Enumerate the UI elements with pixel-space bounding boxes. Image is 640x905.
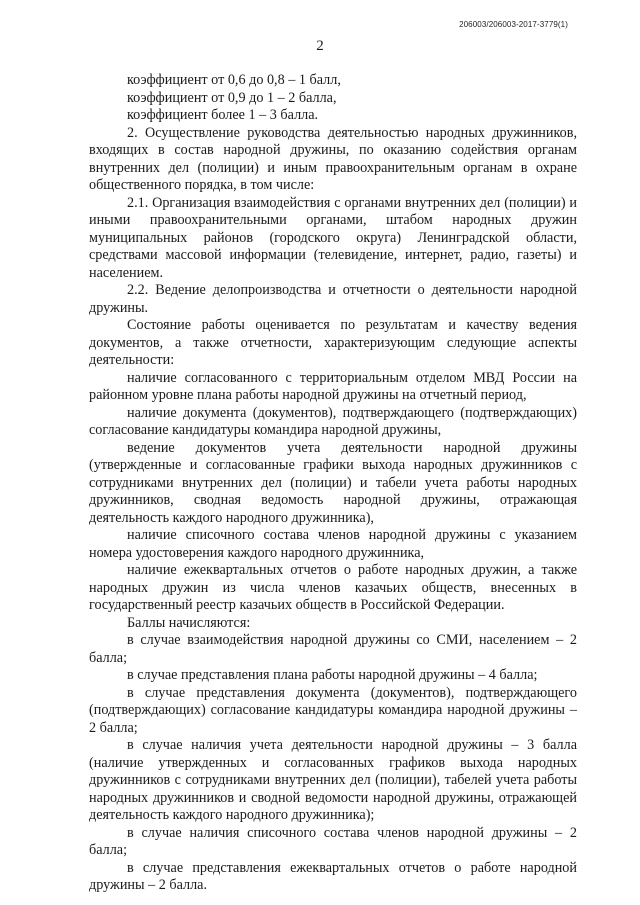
- paragraph: в случае наличия учета деятельности народной дружины – 3 балла (наличие утвержденных и согласованных графиков выхода народных дружинников с сотрудниками внутренних дел (полиции), табелей учета работы народных дружинников и сводной ведомости народной дружины, отражающей деятельность каждого народного дружинника);: [89, 737, 577, 823]
- page-number: 2: [316, 38, 324, 54]
- paragraph: Состояние работы оценивается по результатам и качеству ведения документов, а также отчетности, характеризующим следующие аспекты деятельности:: [89, 317, 577, 368]
- paragraph: коэффициент от 0,9 до 1 – 2 балла,: [127, 89, 337, 106]
- paragraph: наличие документа (документов), подтверждающего (подтверждающих) согласование кандидатуры командира народной дружины,: [89, 404, 577, 438]
- paragraph: коэффициент от 0,6 до 0,8 – 1 балл,: [127, 72, 341, 88]
- paragraph: ведение документов учета деятельности народной дружины (утвержденные и согласованные графики выхода народных дружинников с сотрудниками внутренних дел (полиции) и табели учета работы народных дружинников, сводная ведомость народной дружины, отражающая деятельность каждого народного дружинника),: [89, 439, 577, 526]
- paragraph: Баллы начисляются:: [127, 614, 251, 631]
- paragraph: в случае представления плана работы народной дружины – 4 балла;: [127, 667, 538, 683]
- paragraph: 2.1. Организация взаимодействия с органами внутренних дел (полиции) и иными правоохранительными органами, штабом народных дружин муниципальных районов (городского округа) Ленинградской области, средствами массовой информации (телевидение, интернет, радио, газеты) и населением.: [89, 194, 577, 281]
- paragraph: в случае наличия списочного состава членов народной дружины – 2 балла;: [89, 824, 577, 858]
- paragraph: в случае взаимодействия народной дружины со СМИ, населением – 2 балла;: [89, 632, 577, 666]
- paragraph: в случае представления ежеквартальных отчетов о работе народной дружины – 2 балла.: [89, 859, 577, 893]
- paragraph: наличие согласованного с территориальным отделом МВД России на районном уровне плана работы народной дружины на отчетный период,: [89, 369, 577, 403]
- paragraph: наличие ежеквартальных отчетов о работе народных дружин, а также народных дружин из числа членов казачьих обществ, внесенных в государственный реестр казачьих обществ в Российской Федерации.: [89, 562, 577, 613]
- document-body: [89, 72, 577, 895]
- paragraph: коэффициент более 1 – 3 балла.: [127, 107, 319, 123]
- paragraph: 2. Осуществление руководства деятельностью народных дружинников, входящих в состав народной дружины, по оказанию содействия органам внутренних дел (полиции) и иным правоохранительным органам в охране общественного порядка, в том числе:: [89, 124, 577, 193]
- document-registration-number: 206003/206003-2017-3779(1): [459, 20, 568, 29]
- paragraph: наличие списочного состава членов народной дружины с указанием номера удостоверения каждого народного дружинника,: [89, 527, 577, 561]
- paragraph: 2.2. Ведение делопроизводства и отчетности о деятельности народной дружины.: [89, 282, 577, 316]
- paragraph: в случае представления документа (документов), подтверждающего (подтверждающих) согласование кандидатуры командира народной дружины – 2 балла;: [89, 684, 577, 736]
